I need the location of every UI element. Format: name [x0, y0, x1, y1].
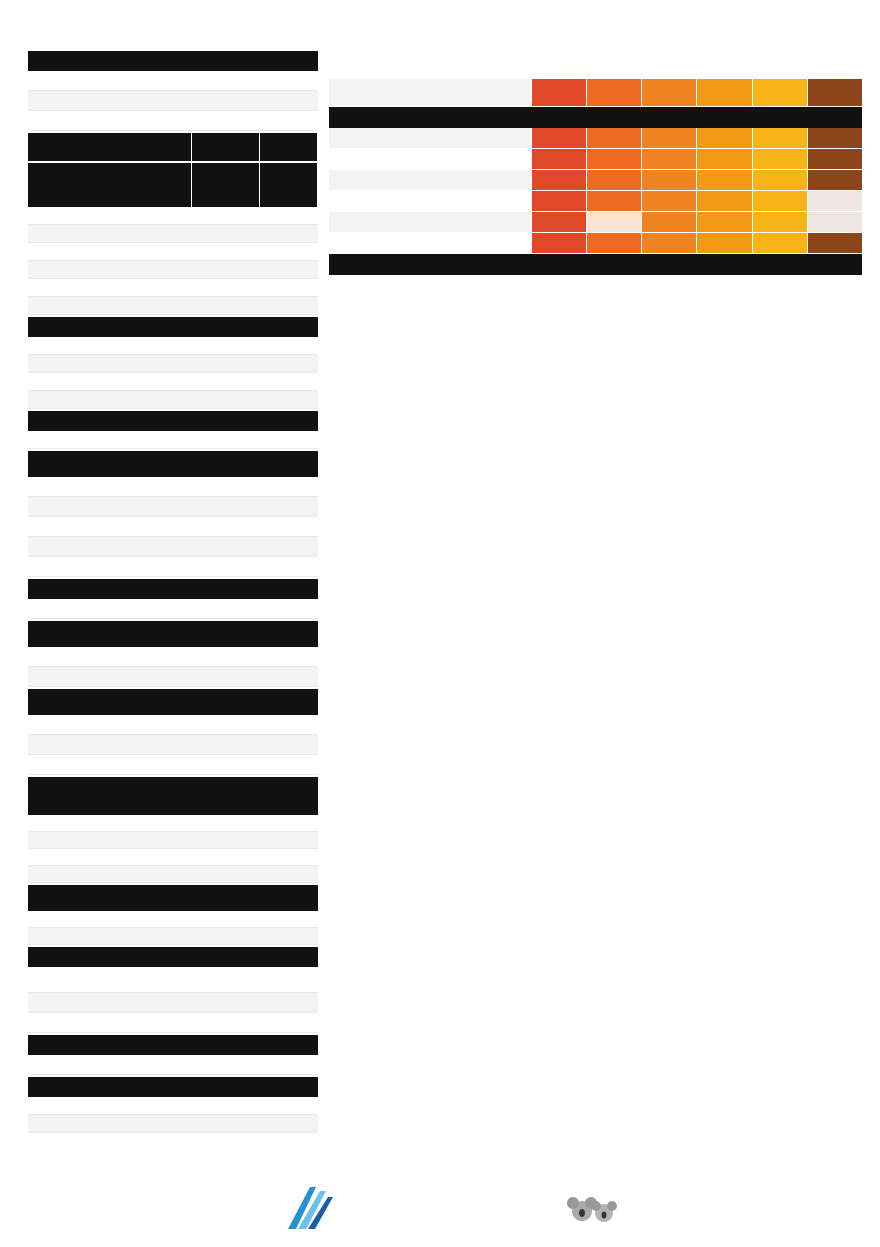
fee-cell-perth	[696, 191, 751, 211]
fee-cell-sunshine-coast	[752, 212, 807, 232]
fee-cell-brisbane	[531, 170, 586, 190]
fee-label	[329, 79, 531, 106]
section-rows	[28, 967, 318, 1033]
section-header	[28, 885, 318, 911]
fee-row	[28, 111, 318, 131]
fee-row	[28, 1013, 318, 1033]
fee-cell-byron-bay	[586, 149, 641, 169]
section-header	[28, 411, 318, 431]
fee-row	[28, 1115, 318, 1133]
fee-row	[28, 297, 318, 315]
fee-label	[329, 233, 531, 253]
fee-row	[28, 355, 318, 373]
fee-row	[28, 477, 318, 497]
header-cell	[192, 163, 260, 207]
fee-label	[329, 170, 531, 190]
fee-cell-sydney	[807, 170, 862, 190]
fee-cell-perth	[696, 149, 751, 169]
fee-row	[28, 866, 318, 883]
section-header	[28, 777, 318, 815]
fee-cell-sydney	[807, 79, 862, 106]
section-header	[28, 621, 318, 647]
fee-row	[28, 261, 318, 279]
fee-row	[28, 735, 318, 755]
fee-row	[28, 497, 318, 517]
fee-row	[329, 170, 862, 191]
fee-row	[28, 243, 318, 261]
section-rows	[28, 599, 318, 619]
fee-cell-perth	[696, 170, 751, 190]
campus-header-row	[329, 51, 862, 79]
fee-row	[28, 431, 318, 449]
general-english-header	[28, 133, 318, 161]
section-header	[28, 451, 318, 477]
section-header	[28, 947, 318, 967]
fee-row	[28, 849, 318, 866]
fee-row	[28, 537, 318, 557]
section-rows	[28, 647, 318, 687]
accommodation-fees-panel	[329, 51, 862, 275]
fee-row	[329, 128, 862, 149]
study-fair-logo	[280, 1181, 620, 1235]
header-cell	[192, 133, 260, 161]
fee-row	[28, 993, 318, 1013]
fee-cell-brisbane	[531, 212, 586, 232]
fee-cell-sydney	[807, 149, 862, 169]
section-rows	[28, 477, 318, 577]
focus-cambridge-header	[28, 163, 318, 207]
fee-row	[28, 832, 318, 849]
fee-row	[329, 149, 862, 170]
fee-cell-sydney	[807, 233, 862, 253]
fee-row	[28, 517, 318, 537]
section-rows	[28, 1055, 318, 1075]
fee-cell-sunshine-coast	[752, 191, 807, 211]
fee-row	[28, 71, 318, 91]
fee-cell-noosa	[641, 128, 696, 148]
section-header	[329, 254, 862, 275]
fee-row	[28, 557, 318, 577]
fee-cell-byron-bay	[586, 79, 641, 106]
fee-cell-perth	[696, 128, 751, 148]
section-header	[28, 51, 318, 71]
fee-row	[28, 91, 318, 111]
fee-row	[28, 279, 318, 297]
header-cell	[28, 163, 192, 207]
fee-cell-brisbane	[531, 79, 586, 106]
fee-cell-sunshine-coast	[752, 149, 807, 169]
fee-row	[28, 373, 318, 391]
fee-cell-byron-bay	[586, 212, 641, 232]
koala-icon	[567, 1197, 617, 1222]
fee-row	[28, 667, 318, 687]
fee-cell-sunshine-coast	[752, 79, 807, 106]
fee-row	[329, 233, 862, 254]
fee-row	[28, 715, 318, 735]
section-rows	[28, 1097, 318, 1133]
fee-label	[329, 149, 531, 169]
fee-cell-noosa	[641, 170, 696, 190]
logo-graphic	[280, 1181, 620, 1235]
fee-cell-perth	[696, 233, 751, 253]
fee-row	[28, 911, 318, 928]
section-rows	[28, 71, 318, 131]
fee-row	[28, 337, 318, 355]
section-header	[28, 689, 318, 715]
fee-cell-brisbane	[531, 233, 586, 253]
section-header	[28, 317, 318, 337]
fee-row	[28, 391, 318, 409]
fee-row	[329, 212, 862, 233]
course-fees-panel	[28, 51, 318, 1133]
fee-cell-brisbane	[531, 149, 586, 169]
fee-row	[28, 225, 318, 243]
fee-cell-sydney	[807, 212, 862, 232]
section-rows	[28, 815, 318, 883]
fee-cell-perth	[696, 212, 751, 232]
fee-cell-sydney	[807, 128, 862, 148]
fee-row	[28, 647, 318, 667]
fee-row	[28, 815, 318, 832]
fee-cell-noosa	[641, 212, 696, 232]
fee-label	[329, 128, 531, 148]
fee-cell-noosa	[641, 233, 696, 253]
fee-row	[28, 1097, 318, 1115]
section-header	[329, 107, 862, 128]
fee-cell-perth	[696, 79, 751, 106]
fee-cell-sunshine-coast	[752, 170, 807, 190]
header-cell	[28, 133, 192, 161]
section-rows	[28, 431, 318, 449]
fee-cell-byron-bay	[586, 233, 641, 253]
fee-row	[28, 755, 318, 775]
fee-row	[329, 191, 862, 212]
fee-row	[28, 928, 318, 945]
fee-cell-sunshine-coast	[752, 233, 807, 253]
section-header	[28, 1077, 318, 1097]
placement-fee-row	[329, 79, 862, 107]
fee-label	[329, 212, 531, 232]
fee-cell-noosa	[641, 79, 696, 106]
fee-cell-brisbane	[531, 128, 586, 148]
section-rows	[28, 337, 318, 409]
section-rows	[28, 207, 318, 315]
fee-cell-noosa	[641, 149, 696, 169]
fee-row	[28, 207, 318, 225]
fee-row	[28, 967, 318, 993]
fee-row	[28, 1055, 318, 1075]
fee-cell-byron-bay	[586, 170, 641, 190]
fee-cell-byron-bay	[586, 191, 641, 211]
fee-cell-byron-bay	[586, 128, 641, 148]
fee-label	[329, 191, 531, 211]
header-cell	[260, 163, 318, 207]
fee-cell-sydney	[807, 191, 862, 211]
section-header	[28, 579, 318, 599]
header-cell	[260, 133, 318, 161]
section-rows	[28, 715, 318, 775]
fee-row	[28, 599, 318, 619]
section-header	[28, 1035, 318, 1055]
fee-cell-noosa	[641, 191, 696, 211]
fee-cell-brisbane	[531, 191, 586, 211]
fee-cell-sunshine-coast	[752, 128, 807, 148]
section-rows	[28, 911, 318, 945]
